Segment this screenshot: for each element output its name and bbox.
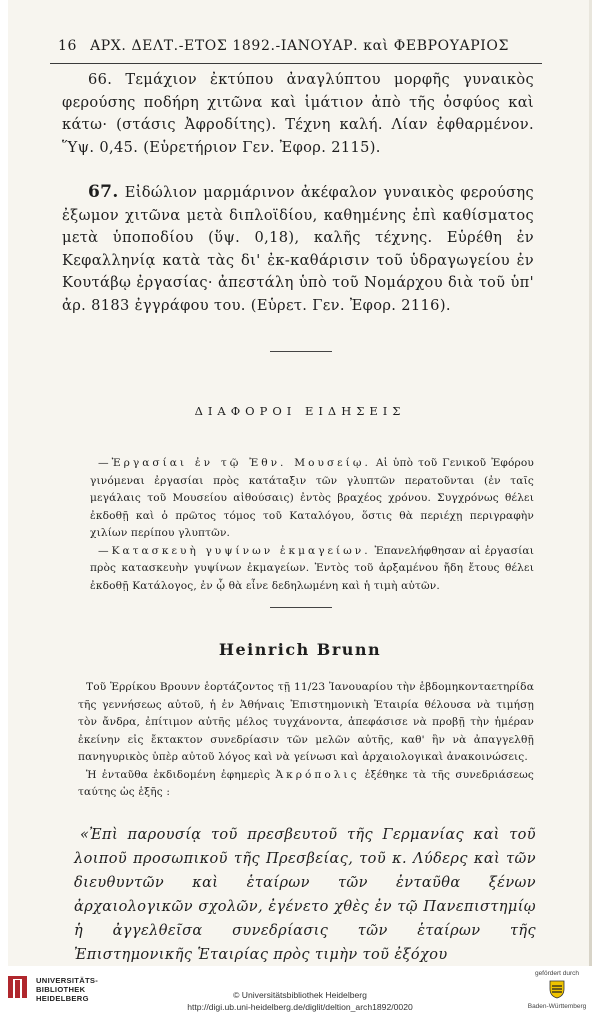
- divider-rule: [270, 351, 332, 352]
- obituary-paragraph: [78, 767, 534, 802]
- news-item: [90, 543, 534, 596]
- entry-text: Τεμάχιον ἐκτύπου ἀναγλύπτου μορφῆς γυναικὸς φερούσης ποδήρη χιτῶνα καὶ ἱμάτιον ἀπὸ τῆς ὀσφύος καὶ κάτω· (στάσις Ἀφροδίτης). Τέχνη καλή. Λίαν ἐφθαρμένον. Ὕψ. 0,45. (Εὑρετήριον Γεν. Ἐφορ. 2115).: [62, 71, 534, 156]
- catalog-entry-66: [62, 69, 534, 159]
- news-lead: —Ἐργασίαι ἐν τῷ Ἐθν. Μουσείῳ.: [98, 457, 371, 469]
- quote-text: «Ἐπὶ παρουσίᾳ τοῦ πρεσβευτοῦ τῆς Γερμανίας καὶ τοῦ λοιποῦ προσωπικοῦ τῆς Πρεσβείας, τοῦ κ. Λύδερς καὶ τῶν διευθυντῶν καὶ ἑταίρων τῶν ἐνταῦθα ξένων ἀρχαιολογικῶν σχολῶν, ἐγένετο χθὲς ἐν τῷ Πανεπιστημίῳ ἡ ἀγγελθεῖσα συνεδρίασις τῶν ἑταίρων τῆς Ἐπιστημονικῆς Ἑταιρίας πρὸς τιμὴν τοῦ ἐξόχου: [74, 827, 536, 963]
- obituary-paragraph: Τοῦ Ἑρρίκου Βρουνν ἑορτάζοντος τῇ 11/23 Ἰανουαρίου τὴν ἑβδομηκονταετηρίδα τῆς γεννήσεως αὐτοῦ, ἡ ἐν Ἀθήναις Ἐπιστημονικὴ Ἑταιρία θέλουσα νὰ τιμήσῃ τὸν ἄνδρα, ἐπίτιμον αὐτῆς μέλος τυγχάνοντα, ἀπεφάσισε νὰ προβῇ τὴν ἡμέραν ἐκείνην εἰς ἔκτακτον συνεδρίασιν τῶν μελῶν αὐτῆς, καθ' ἣν νὰ ἀπαγγελθῇ πανηγυρικὸς ὑπὲρ αὐτοῦ λόγος καὶ νὰ γείνωσι καὶ ἀρχαιολογικαὶ ἀνακοινώσεις.: [78, 681, 534, 763]
- news-lead: —Κατασκευὴ γυψίνων ἐκμαγείων.: [98, 544, 371, 557]
- page-edge: [589, 0, 592, 966]
- divider-rule: [270, 607, 332, 608]
- news-item: [90, 455, 534, 543]
- entry-number: 66.: [88, 71, 113, 88]
- entry-text: Εἰδώλιον μαρμάρινον ἀκέφαλον γυναικὸς φερούσης ἐξωμον χιτῶνα μετὰ διπλοϊδίου, καθημένης ἐπὶ καθίσματος μετὰ ὑποποδίου (ὕψ. 0,18), καλῆς τέχνης. Εὑρέθη ἐν Κεφαλληνίᾳ κατὰ τὰς δι' ἐκ-καθάρισιν τοῦ ὑδραγωγείου ἐν Κουτάβῳ ἐργασίας· ἀπεστάλη ὑπὸ τοῦ Νομάρχου διὰ τοῦ ὑπ' ἀρ. 8183 ἐγγράφου του. (Εὑρετ. Γεν. Ἐφορ. 2116).: [62, 184, 534, 314]
- coat-of-arms-icon: [548, 979, 566, 999]
- catalog-entry-67: [62, 181, 534, 317]
- funder-logo: [522, 970, 592, 1010]
- library-name-line: HEIDELBERG: [36, 994, 89, 1003]
- running-header: [58, 38, 538, 54]
- source-url[interactable]: http://digi.ub.uni-heidelberg.de/diglit/deltion_arch1892/0020: [187, 1002, 413, 1012]
- news-text: Αἱ ὑπὸ τοῦ Γενικοῦ Ἐφόρου γινόμεναι ἐργασίαι πρὸς κατάταξιν τῶν γλυπτῶν περατοῦνται (ἐν ταῖς μεγάλαις τοῦ Μουσείου αἰθούσαις) ἐντὸς βραχέος χρόνου. Συγχρόνως θέλει ἐκδοθῇ καὶ ὁ πρῶτος τόμος τοῦ Καταλόγου, ὅστις θὰ περιέχῃ περιγραφὴν χιλίων περίπου γλυπτῶν.: [90, 457, 534, 539]
- section-title: ΔΙΑΦΟΡΟΙ ΕΙΔΗΣΕΙΣ: [194, 404, 406, 418]
- funded-by-label: gefördert durch: [534, 970, 580, 977]
- footer: [0, 966, 600, 1014]
- copyright-notice: © Universitätsbibliothek Heidelberg: [233, 990, 367, 1000]
- newspaper-name: Ἀκρόπολις: [275, 768, 360, 781]
- library-name-line: UNIVERSITÄTS-: [36, 976, 99, 985]
- obituary-body: [78, 679, 534, 802]
- obituary-heading: Heinrich Brunn: [218, 640, 382, 659]
- news-text: Ἐπανελήφθησαν αἱ ἐργασίαι πρὸς κατασκευὴν γυψίνων ἐκμαγείων. Ἐντὸς τοῦ ἀρξαμένου ἤδη ἔτους θέλει ἐκδοθῇ Κατάλογος, ἐν ᾧ θὰ εἶνε δεδηλωμένη καὶ ἡ τιμὴ αὐτῶν.: [90, 544, 534, 592]
- library-name-line: BIBLIOTHEK: [36, 985, 86, 994]
- entry-number: 67.: [88, 182, 119, 202]
- news-items: [90, 455, 534, 595]
- header-rule: [50, 63, 542, 64]
- newspaper-quote: [74, 823, 536, 967]
- page-number: 16: [58, 38, 78, 54]
- running-title: ΑΡΧ. ΔΕΛΤ.-ΕΤΟΣ 1892.-ΙΑΝΟΥΑΡ. καὶ ΦΕΒΡΟΥΑΡΙΟΣ: [90, 38, 509, 54]
- paragraph-text: Ἡ ἐνταῦθα ἐκδιδομένη ἐφημερὶς: [86, 768, 271, 781]
- paragraph-text: ἐξέθηκε τὰ τῆς συνεδριάσεως ταύτης ὡς ἑξῆς :: [78, 768, 534, 798]
- funder-name: Baden-Württemberg: [527, 1003, 587, 1010]
